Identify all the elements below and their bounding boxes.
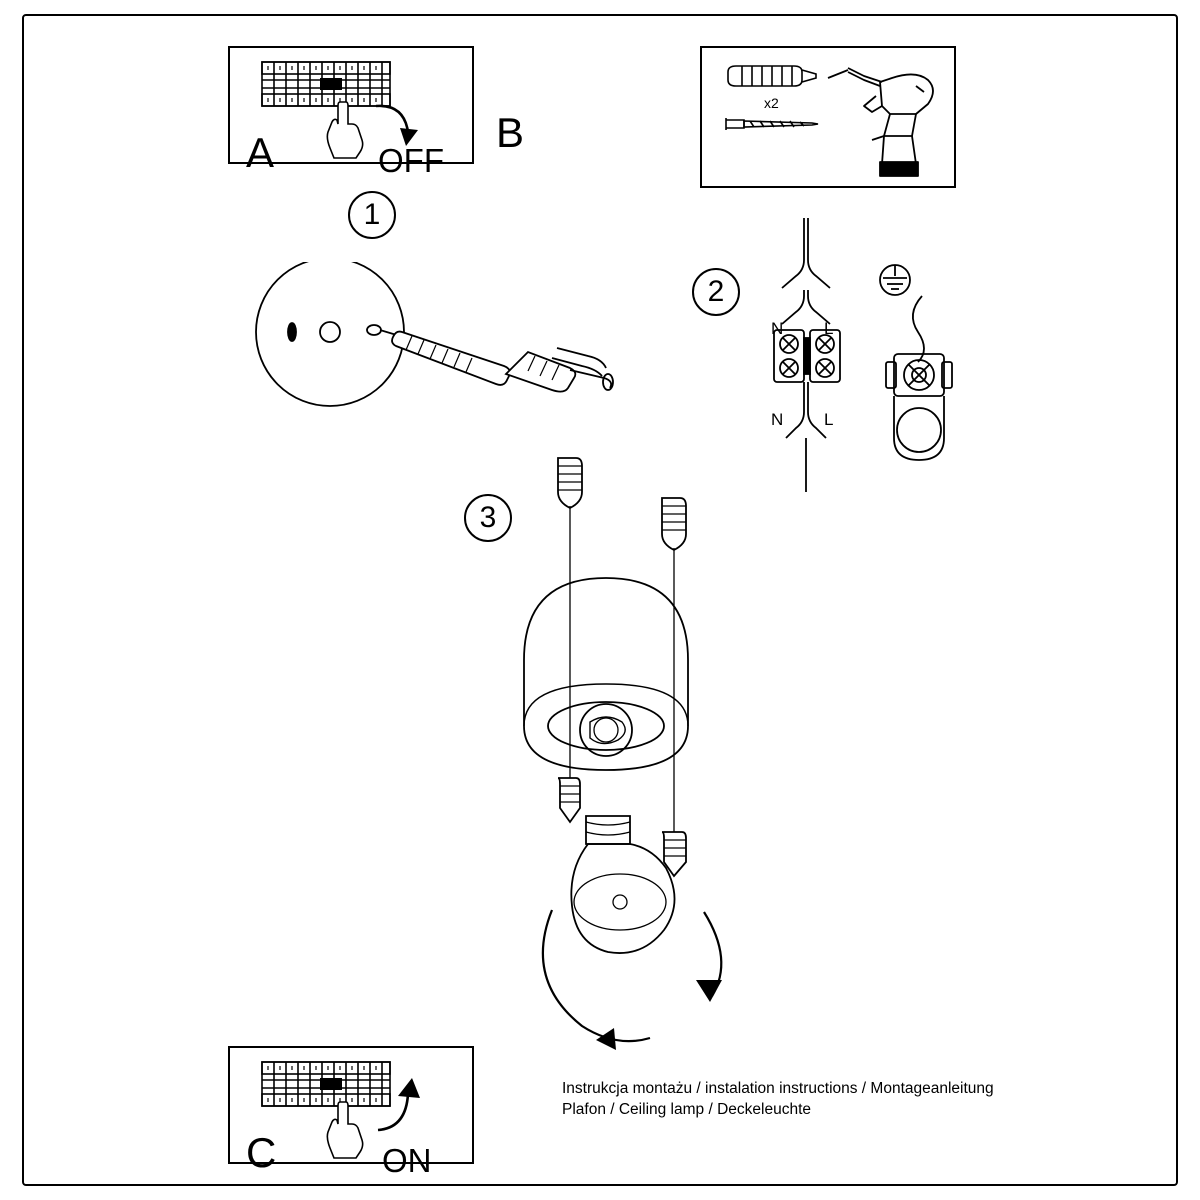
- caption-line-2: Plafon / Ceiling lamp / Deckeleuchte: [562, 1101, 811, 1118]
- step-3-drawing: [490, 440, 790, 1080]
- hand-pointing-icon: [318, 100, 372, 162]
- cordless-drill-icon: [820, 66, 944, 182]
- terminal-label-n-bottom: N: [771, 410, 784, 429]
- arrow-up-curved-icon: [368, 1070, 432, 1136]
- panel-b: [700, 46, 956, 188]
- terminal-label-l-top: L: [824, 319, 834, 338]
- step-3-number: 3: [479, 501, 497, 534]
- panel-a-action-text: OFF: [378, 142, 444, 179]
- panel-c-action-text: ON: [382, 1142, 432, 1179]
- step-2-badge: [692, 268, 740, 316]
- panel-b-label: B: [496, 109, 525, 156]
- step-1-number: 1: [363, 198, 381, 231]
- panel-b-parts-count: x2: [764, 95, 779, 111]
- wall-plug-icon: [722, 56, 822, 96]
- screw-icon: [720, 110, 826, 140]
- terminal-label-n-top: N: [771, 319, 784, 338]
- caption-line-1: Instrukcja montażu / instalation instructions / Montageanleitung: [562, 1080, 994, 1097]
- panel-c: [228, 1046, 474, 1179]
- terminal-label-l-bottom: L: [824, 410, 834, 429]
- step-2-number: 2: [707, 275, 725, 308]
- step-1-badge: [348, 191, 396, 239]
- hand-pointing-icon: [318, 1100, 372, 1162]
- panel-c-label: C: [246, 1129, 277, 1176]
- panel-a: [228, 46, 474, 179]
- panel-a-label: A: [246, 129, 275, 176]
- step-1-drawing: [252, 262, 652, 412]
- lamp-socket-icon: [880, 292, 970, 472]
